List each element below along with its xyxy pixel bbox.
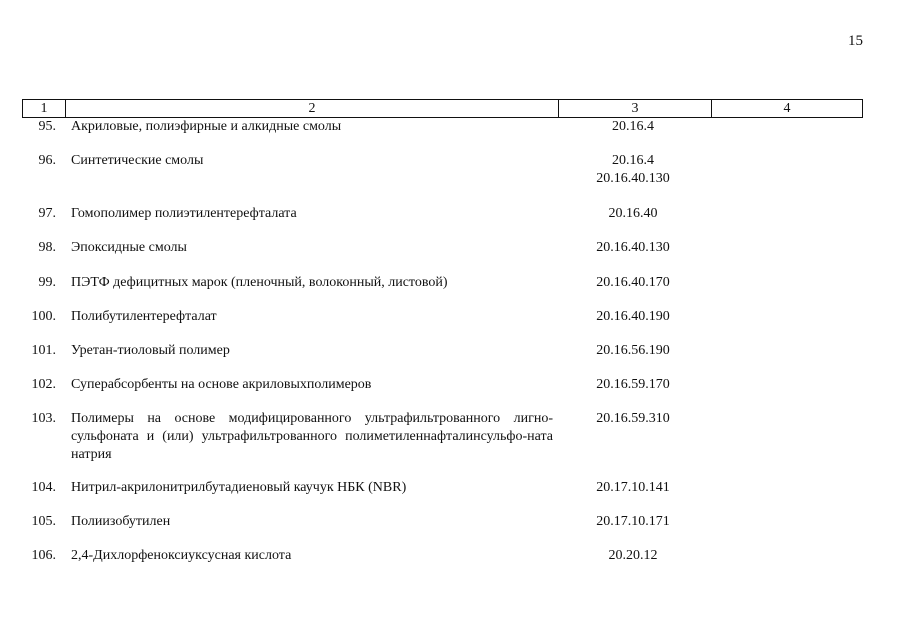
row-code [562, 513, 704, 531]
row-code [562, 239, 704, 257]
row-number: 104. [31, 480, 56, 495]
row-number: 97. [38, 206, 56, 221]
header-col-1: 1 [23, 100, 66, 117]
row-name: Акриловые, полиэфирные и алкидные смолы [71, 119, 342, 134]
code-value: 20.16.4 [612, 153, 654, 168]
code-value: 20.16.59.310 [596, 411, 670, 426]
row-name: Нитрил-акрилонитрилбутадиеновый каучук НБК (NBR) [71, 480, 407, 495]
row-number: 105. [31, 514, 56, 529]
row-number: 99. [38, 275, 56, 290]
code-value: 20.20.12 [608, 548, 658, 563]
row-number: 100. [31, 309, 56, 324]
row-code [562, 152, 704, 188]
row-code [562, 308, 704, 326]
page-number: 15 [848, 33, 863, 49]
row-number: 96. [38, 153, 56, 168]
row-code [562, 479, 704, 497]
row-code [562, 274, 704, 292]
code-value: 20.16.40.190 [596, 309, 670, 324]
code-value: 20.16.4 [612, 119, 654, 134]
row-code [562, 547, 704, 565]
code-value: 20.16.40 [608, 206, 658, 221]
row-name: Эпоксидные смолы [71, 240, 187, 255]
row-name: Гомополимер полиэтилентерефталата [71, 206, 297, 221]
code-value: 20.16.59.170 [596, 377, 670, 392]
row-name: Суперабсорбенты на основе акриловыхполимеров [71, 377, 372, 392]
row-code [562, 342, 704, 360]
code-value: 20.16.40.130 [596, 240, 670, 255]
code-value: 20.16.40.170 [596, 275, 670, 290]
row-name: Уретан-тиоловый полимер [71, 343, 230, 358]
header-col-3: 3 [559, 100, 712, 117]
code-value: 20.16.40.130 [596, 171, 670, 186]
row-name: Полиизобутилен [71, 514, 171, 529]
header-col-4: 4 [783, 101, 791, 116]
row-number: 101. [31, 343, 56, 358]
row-code [562, 205, 704, 223]
code-value: 20.16.56.190 [596, 343, 670, 358]
row-code [562, 376, 704, 394]
code-value: 20.17.10.171 [596, 514, 670, 529]
row-name: Полимеры на основе модифицированного ультрафильтрованного лигно-сульфоната и (или) ультрафильтрованного полиметиленнафталинсульфо-ната натрия [71, 411, 553, 462]
row-number: 106. [31, 548, 56, 563]
row-number: 98. [38, 240, 56, 255]
row-number: 95. [38, 119, 56, 134]
code-value: 20.17.10.141 [596, 480, 670, 495]
row-code [562, 410, 704, 428]
row-name: Синтетические смолы [71, 153, 204, 168]
table-header [22, 99, 863, 118]
row-number: 102. [31, 377, 56, 392]
row-name: ПЭТФ дефицитных марок (пленочный, волоконный, листовой) [71, 275, 448, 290]
row-number: 103. [31, 411, 56, 426]
row-name: 2,4-Дихлорфеноксиуксусная кислота [71, 548, 292, 563]
row-name: Полибутилентерефталат [71, 309, 217, 324]
row-code [562, 118, 704, 136]
header-col-2: 2 [66, 100, 559, 117]
